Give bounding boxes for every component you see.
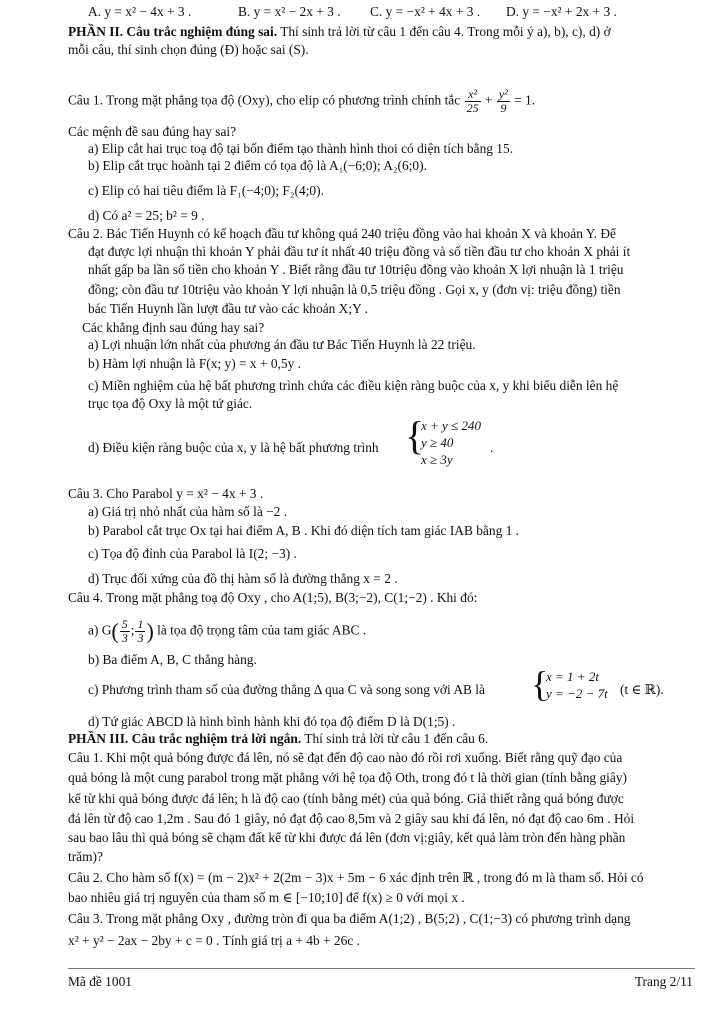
q4-b: b) Ba điểm A, B, C thẳng hàng. [88, 652, 257, 667]
part2-intro-1: Thí sinh trả lời từ câu 1 đến câu 4. Trong mỗi ý a), b), c), d) ở [280, 24, 611, 39]
option-d: D. y = −x² + 2x + 3 . [506, 4, 617, 19]
p3-q1-line-2: quả bóng là một cung parabol trong mặt phẳng với hệ tọa độ Oth, trong đó t là thời gian (tính bằng giây) [68, 770, 627, 785]
q2-line-3: nhất gấp ba lần số tiền cho khoản Y . Biết rằng đầu tư 10triệu đồng vào khoản X lợi nhuận là 1 triệu [88, 262, 624, 277]
q2-line-4: đồng; còn đầu tư 10triệu vào khoản Y lợi nhuận là 0,5 triệu đồng . Gọi x, y (đơn vị: triệu đồng) tiền [88, 282, 621, 297]
q2-line-5: bác Tiến Huynh lần lượt đầu tư vào các khoản X;Y . [88, 301, 368, 316]
p3-q1-line-6: trăm)? [68, 849, 103, 864]
q1-stem [68, 88, 535, 115]
option-c: C. y = −x² + 4x + 3 . [370, 4, 481, 19]
q2-line-2: đạt được lợi nhuận thì khoản Y phải đầu tư ít nhất 40 triệu đồng và số tiền đầu tư cho khoản X phải ít [88, 244, 631, 259]
p3-q1-line-4: đá lên từ độ cao 1,2m . Sau đó 1 giây, nó đạt độ cao 8,5m và 2 giây sau khi đá lên, nó đạt độ cao 6m . Hỏi [68, 811, 635, 826]
part2-intro-2: mỗi câu, thí sinh chọn đúng (Đ) hoặc sai (S). [68, 42, 309, 57]
p3-q3-line-2: x² + y² − 2ax − 2by + c = 0 . Tính giá trị a + 4b + 26c . [68, 933, 360, 948]
q4-a: a) G( $\frac{5}{3}$ ; $\frac{1}{3}$ ) là tọa độ trọng tâm của tam giác ABC . [88, 617, 367, 645]
q4-system-brace: { [531, 664, 549, 704]
p3-q1-line-1: Câu 1. Khi một quả bóng được đá lên, nó sẽ đạt đến độ cao nào đó rồi rơi xuống. Biết rằng quỹ đạo của [68, 750, 623, 765]
q4-d: d) Tứ giác ABCD là hình bình hành khi đó tọa độ điểm D là D(1;5) . [88, 714, 456, 729]
q2-system [421, 417, 481, 468]
part3-intro: Thí sinh trả lời từ câu 1 đến câu 6. [304, 731, 489, 746]
p3-q1-line-3: kể từ khi quả bóng được đá lên; h là độ cao (tính bằng mét) của quả bóng. Giả thiết rằng quả bóng được [68, 791, 624, 806]
p3-q2-line-2: bao nhiêu giá trị nguyên của tham số m ∈ [−10;10] để f(x) ≥ 0 với mọi x . [68, 890, 465, 905]
q4-c: c) Phương trình tham số của đường thẳng Δ qua C và song song với AB là [88, 682, 485, 697]
q2-system-brace: { [405, 413, 425, 458]
option-a: A. y = x² − 4x + 3 . [88, 4, 192, 19]
q1-b: b) Elip cắt trục hoành tại 2 điểm có tọa độ là A₁(−6;0); A₂(6;0). [88, 158, 427, 173]
q4-c-post: (t ∈ ℝ). [620, 682, 664, 697]
q2-system-row-3: x ≥ 3y [421, 452, 453, 467]
q2-system-row-1: x + y ≤ 240 [421, 418, 481, 433]
q1-frac-x: $\frac{\text{x²}}{25}$ [466, 87, 479, 115]
part3-heading: PHẦN III. Câu trắc nghiệm trả lời ngắn. [68, 731, 302, 746]
part3-heading-line [68, 731, 488, 747]
q1-a: a) Elip cắt hai trục toạ độ tại bốn điểm tạo thành hình thoi có diện tích bằng 15. [88, 141, 514, 156]
q1-c: c) Elip có hai tiêu điểm là F₁(−4;0); F₂(4;0). [88, 183, 324, 198]
q2-b: b) Hàm lợi nhuận là F(x; y) = x + 0,5y . [88, 356, 301, 371]
q4-a-frac-1: $\frac{5}{3}$ [121, 617, 128, 645]
q3-a: a) Giá trị nhỏ nhất của hàm số là −2 . [88, 504, 288, 519]
q4-system-row-2: y = −2 − 7t [546, 686, 608, 701]
q1-eq: = 1. [514, 92, 536, 108]
q1-ask: Các mệnh đề sau đúng hay sai? [68, 124, 237, 139]
q1-plus: + [484, 92, 493, 108]
option-b: B. y = x² − 2x + 3 . [238, 4, 341, 19]
q2-ask: Các khẳng định sau đúng hay sai? [82, 320, 265, 335]
p3-q2-line-1: Câu 2. Cho hàm số f(x) = (m − 2)x² + 2(2m − 3)x + 5m − 6 xác định trên ℝ , trong đó m là tham số. Hỏi có [68, 870, 644, 885]
footer-page-number: Trang 2/11 [634, 974, 693, 989]
q4-system-row-1: x = 1 + 2t [546, 669, 599, 684]
q4-system [546, 668, 608, 702]
q4-stem: Câu 4. Trong mặt phẳng toạ độ Oxy , cho A(1;5), B(3;−2), C(1;−2) . Khi đó: [68, 590, 478, 605]
q2-c-2: trục tọa độ Oxy là một tứ giác. [88, 396, 253, 411]
part2-heading: PHẦN II. Câu trắc nghiệm đúng sai. [68, 24, 278, 39]
q2-a: a) Lợi nhuận lớn nhất của phương án đầu tư Bác Tiến Huynh là 22 triệu. [88, 337, 476, 352]
p3-q3-line-1: Câu 3. Trong mặt phẳng Oxy , đường tròn đi qua ba điểm A(1;2) , B(5;2) , C(1;−3) có phương trình dạng [68, 911, 631, 926]
part2-heading-line [68, 24, 611, 40]
q2-d: d) Điều kiện ràng buộc của x, y là hệ bất phương trình [88, 440, 379, 455]
q4-a-text: là tọa độ trọng tâm của tam giác ABC . [157, 622, 367, 638]
q2-d-dot: . [490, 440, 494, 455]
q3-b: b) Parabol cắt trục Ox tại hai điểm A, B . Khi đó diện tích tam giác IAB bằng 1 . [88, 523, 520, 538]
q1-frac-y: $\frac{\text{y²}}{9}$ [498, 87, 508, 115]
q4-a-label: a) G [88, 622, 112, 638]
q1-d: d) Có a² = 25; b² = 9 . [88, 208, 205, 223]
q2-c-1: c) Miền nghiệm của hệ bất phương trình chứa các điều kiện ràng buộc của x, y khi biểu diễn lên hệ [88, 378, 619, 393]
q2-line-1: Câu 2. Bác Tiến Huynh có kế hoạch đầu tư không quá 240 triệu đồng vào hai khoản X và khoản Y. Để [68, 226, 616, 241]
q3-d: d) Trục đối xứng của đồ thị hàm số là đường thẳng x = 2 . [88, 571, 398, 586]
q3-stem: Câu 3. Cho Parabol y = x² − 4x + 3 . [68, 486, 264, 501]
q1-stem-text: Câu 1. Trong mặt phẳng tọa độ (Oxy), cho elip có phương trình chính tắc [68, 92, 461, 108]
q4-a-frac-2: $\frac{1}{3}$ [137, 617, 144, 645]
p3-q1-line-5: sau bao lâu thì quả bóng sẽ chạm đất kể từ khi được đá lên (đơn vị:giây, kết quả làm tròn đến hàng phần [68, 830, 626, 845]
footer-divider [68, 968, 695, 969]
q2-system-row-2: y ≥ 40 [421, 435, 454, 450]
footer-exam-code: Mã đề 1001 [68, 974, 132, 989]
q3-c: c) Tọa độ đỉnh của Parabol là I(2; −3) . [88, 546, 297, 561]
